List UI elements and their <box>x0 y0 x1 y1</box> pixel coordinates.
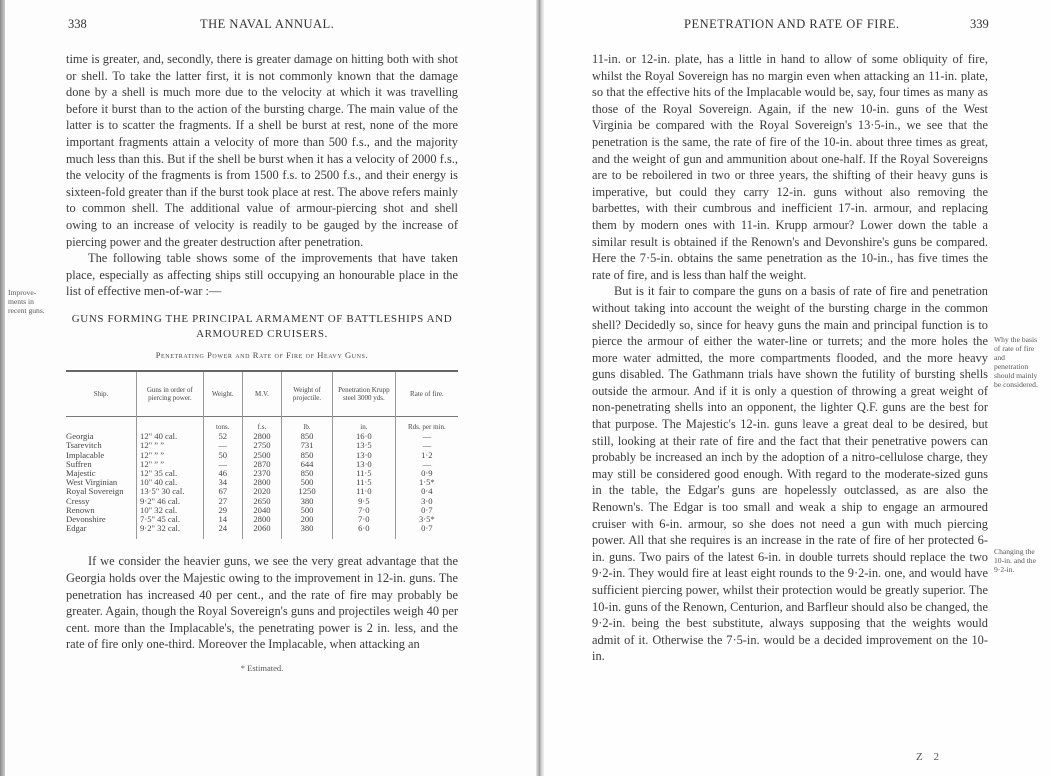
cell-mv: 2040 <box>242 506 281 515</box>
right-running-head: PENETRATION AND RATE OF FIRE. <box>684 17 900 31</box>
cell-rate: 3·0 <box>395 497 458 506</box>
cell-rate: — <box>395 460 458 469</box>
table-row <box>66 497 458 506</box>
table-row <box>66 487 458 496</box>
cell-rate: 3·5* <box>395 515 458 524</box>
table-bottom-spacer <box>66 533 458 539</box>
guns-table <box>66 370 458 539</box>
cell-penetration: 6·0 <box>333 524 396 533</box>
left-running-head: THE NAVAL ANNUAL. <box>200 17 335 31</box>
header-projectile: Weight of projectile. <box>282 371 333 417</box>
right-marginal-note-1: Why the basis of rate of fire and penetration should mainly be considered. <box>994 335 1038 389</box>
header-ship: Ship. <box>93 389 109 398</box>
left-marginal-note: Improve-ments in recent guns. <box>8 288 45 315</box>
table-row <box>66 478 458 487</box>
spacer-cell <box>395 533 458 539</box>
cell-gun: 10" 32 cal. <box>137 506 204 515</box>
signature-mark: Z 2 <box>916 751 943 763</box>
cell-gun: 12" ” ” <box>137 451 204 460</box>
table-row <box>66 515 458 524</box>
book-gutter <box>536 0 544 776</box>
cell-ship: Georgia <box>66 432 94 442</box>
cell-mv: 2370 <box>242 469 281 478</box>
cell-gun: 7·5" 45 cal. <box>137 515 204 524</box>
header-mv: M.V. <box>242 371 281 417</box>
cell-rate: 1·2 <box>395 451 458 460</box>
left-column <box>66 51 458 673</box>
cell-ship: Edgar <box>66 524 87 534</box>
cell-weight: 29 <box>203 506 242 515</box>
cell-weight: 14 <box>203 515 242 524</box>
table-row <box>66 469 458 478</box>
unit-guns <box>137 416 204 432</box>
left-body-top <box>66 51 458 300</box>
cell-projectile: 850 <box>282 469 333 478</box>
cell-mv: 2650 <box>242 497 281 506</box>
cell-mv: 2800 <box>242 478 281 487</box>
cell-mv: 2800 <box>242 515 281 524</box>
unit-projectile: lb. <box>282 416 333 432</box>
cell-penetration: 11·5 <box>333 469 396 478</box>
spacer-cell <box>333 533 396 539</box>
header-weight: Weight. <box>203 371 242 417</box>
cell-projectile: 200 <box>282 515 333 524</box>
cell-weight: — <box>203 441 242 450</box>
cell-penetration: 11·5 <box>333 478 396 487</box>
cell-projectile: 850 <box>282 451 333 460</box>
cell-projectile: 1250 <box>282 487 333 496</box>
cell-gun: 12" ” ” <box>137 460 204 469</box>
unit-mv: f.s. <box>242 416 281 432</box>
unit-rate: Rds. per min. <box>395 416 458 432</box>
header-penetration: Penetration Krupp steel 3000 yds. <box>333 371 396 417</box>
cell-rate: 0·7 <box>395 524 458 533</box>
cell-mv: 2060 <box>242 524 281 533</box>
book-left-edge <box>0 0 5 776</box>
cell-ship: Implacable <box>66 450 105 460</box>
header-guns: Guns in order of piercing power. <box>137 371 204 417</box>
cell-ship: Devonshire <box>66 514 106 524</box>
cell-rate: 0·7 <box>395 506 458 515</box>
cell-projectile: 380 <box>282 497 333 506</box>
cell-penetration: 13·5 <box>333 441 396 450</box>
cell-gun: 13·5" 30 cal. <box>137 487 204 496</box>
cell-penetration: 11·0 <box>333 487 396 496</box>
table-title-line-1: GUNS FORMING THE PRINCIPAL ARMAMENT OF BATTLESHIPS AND <box>71 312 453 325</box>
cell-gun: 10" 40 cal. <box>137 478 204 487</box>
cell-projectile: 644 <box>282 460 333 469</box>
cell-ship: Cressy <box>66 496 90 506</box>
cell-projectile: 500 <box>282 478 333 487</box>
cell-gun: 9·2" 32 cal. <box>137 524 204 533</box>
cell-gun: 12" 40 cal. <box>137 432 204 441</box>
cell-mv: 2750 <box>242 441 281 450</box>
spacer-cell <box>203 533 242 539</box>
table-row <box>66 451 458 460</box>
table-subtitle: Penetrating Power and Rate of Fire of Heavy Guns. <box>155 349 369 360</box>
right-marginal-note-2: Changing the 10-in. and the 9·2-in. <box>994 547 1036 574</box>
cell-weight: — <box>203 460 242 469</box>
left-paragraph-1: time is greater, and, secondly, there is greater damage on hitting both with shot or shell. To take the latter first, it is not commonly known that the damage done by a shell is much more due to the velocity at which it was travelling before it burst than to the action of the bursting charge. The main value of the latter is to scatter the fragments. If a shell be burst at rest, none of the more important fragments attain a velocity of more than 500 f.s., and the majority much less than this. But if the shell be burst when it has a velocity of 2000 f.s., the velocity of the fragments is from 1500 f.s. to 2500 f.s., and their energy is sixteen-fold greater than if the burst took place at rest. The above refers mainly to common shell. The additional value of armour-piercing shot and shell owing to an increase of velocity is readily to be gauged by the increase of piercing power and the greater destruction after penetration. <box>66 52 458 249</box>
units-row <box>66 416 458 432</box>
cell-projectile: 380 <box>282 524 333 533</box>
left-paragraph-2: The following table shows some of the improvements that have taken place, especially as affecting ships still occupying an honourable place in the list of effective men-of-war :— <box>66 251 458 299</box>
cell-penetration: 7·0 <box>333 506 396 515</box>
cell-projectile: 850 <box>282 432 333 441</box>
cell-gun: 12" ” ” <box>137 441 204 450</box>
cell-mv: 2500 <box>242 451 281 460</box>
cell-penetration: 13·0 <box>333 451 396 460</box>
header-rate: Rate of fire. <box>395 371 458 417</box>
cell-ship: Suffren <box>66 459 92 469</box>
right-page-number: 339 <box>970 17 989 31</box>
left-page-number: 338 <box>68 17 87 31</box>
unit-ship <box>66 416 137 432</box>
cell-ship: Renown <box>66 505 95 515</box>
cell-weight: 67 <box>203 487 242 496</box>
spacer-cell <box>66 533 137 539</box>
cell-ship: West Virginian <box>66 478 118 488</box>
spacer-cell <box>242 533 281 539</box>
cell-weight: 27 <box>203 497 242 506</box>
table-row <box>66 432 458 441</box>
spacer-cell <box>282 533 333 539</box>
cell-ship: Tsarevitch <box>66 441 102 451</box>
unit-penetration: in. <box>333 416 396 432</box>
cell-penetration: 16·0 <box>333 432 396 441</box>
cell-weight: 50 <box>203 451 242 460</box>
cell-penetration: 9·5 <box>333 497 396 506</box>
left-paragraph-3: If we consider the heavier guns, we see the very great advantage that the Georgia holds over the Majestic owing to the improvement in 12-in. guns. The penetration has increased 40 per cent., and the rate of fire may probably be greater. Again, though the Royal Sovereign's guns and projectiles weigh 40 per cent. more than the Implacable's, the penetrating power is 2 in. less, and the rate of fire only one-third. Moreover the Implacable, when attacking an <box>66 554 458 652</box>
cell-projectile: 731 <box>282 441 333 450</box>
cell-mv: 2870 <box>242 460 281 469</box>
cell-weight: 34 <box>203 478 242 487</box>
table-title-line-2: ARMOURED CRUISERS. <box>196 327 328 340</box>
cell-rate: 1·5* <box>395 478 458 487</box>
cell-penetration: 7·0 <box>333 515 396 524</box>
right-paragraph-1: 11-in. or 12-in. plate, has a little in hand to allow of some obliquity of fire, whilst the Royal Sovereign has no margin even when attacking an 11-in. plate, so that the effective hits of the Implacable would be, say, four times as many as those of the Royal Sovereign. Again, if the new 10-in. guns of the West Virginia be compared with the Royal Sovereign's 13·5-in., we see that the penetration is the same, the rate of fire of the 10-in. about three times as great, and the weight of gun and ammunition about one-half. If the Royal Sovereigns are to be reboilered in two or three years, the shifting of their heavy guns is imperative, but could they carry 12-in. guns without also removing the barbettes, with their cumbrous and inefficient 17-in. armour, and replacing them by modern ones with 11-in. Krupp armour? Lower down the table a similar result is obtained if the Renown's and Devonshire's guns be compared. Here the 7·5-in. obtains the same penetration as the 10-in., has five times the rate of fire, and is less than half the weight. <box>592 52 988 282</box>
cell-rate: 0·9 <box>395 469 458 478</box>
unit-weight: tons. <box>203 416 242 432</box>
table-row <box>66 506 458 515</box>
cell-ship: Royal Sovereign <box>66 487 124 497</box>
left-body-bottom <box>66 553 458 653</box>
cell-mv: 2020 <box>242 487 281 496</box>
right-paragraph-2: But is it fair to compare the guns on a basis of rate of fire and penetration without taking into account the weight of the bursting charge in the common shell? Decidedly so, since for heavy guns the main and principal function is to pierce the armour of either the water-line or turrets; and the more holes the more water admitted, the more compartments flooded, and the more heavy guns disabled. The Gathmann trials have shown the futility of bursting shells outside the armour. And if it is only a question of throwing a great weight of non-penetrating shells into an opponent, the lighter Q.F. guns are the best for that purpose. The Majestic's 12-in. guns leave a great deal to be desired, but still, looking at their rate of fire and the fact that their penetrative powers can probably be increased an inch by the adoption of a nitro-cellulose charge, they may still be considered good enough. With regard to the moderate-sized guns in the table, the Edgar's guns are hopelessly outclassed, as are also the Renown's. The Edgar is too small and weak a ship to engage an armoured cruiser with 6-in. armour, so she does not need a gun with much piercing power. All that she requires is an increase in the rate of fire of her protected 6-in. guns. Two pairs of the latest 6-in. in double turrets should replace the two 9·2-in. They would fire at least eight rounds to the 9·2-in. one, and would have sufficient piercing power, whilst their protection would be greatly superior. The 10-in. guns of the Renown, Centurion, and Barfleur should also be changed, the 9·2-in. being the best substitute, always supposing that the weights would admit of it. Otherwise the 7·5-in. would be a decided improvement on the 10-in. <box>592 284 988 664</box>
cell-gun: 9·2" 46 cal. <box>137 497 204 506</box>
cell-gun: 12" 35 cal. <box>137 469 204 478</box>
table-row <box>66 524 458 533</box>
cell-weight: 52 <box>203 432 242 441</box>
table-body <box>66 416 458 539</box>
table-row <box>66 441 458 450</box>
cell-ship: Majestic <box>66 468 96 478</box>
cell-weight: 46 <box>203 469 242 478</box>
cell-rate: 0·4 <box>395 487 458 496</box>
footnote-estimated: * Estimated. <box>240 662 284 673</box>
table-row <box>66 460 458 469</box>
cell-projectile: 500 <box>282 506 333 515</box>
spacer-cell <box>137 533 204 539</box>
table-title <box>66 312 458 342</box>
right-body <box>592 51 988 665</box>
cell-rate: — <box>395 432 458 441</box>
cell-weight: 24 <box>203 524 242 533</box>
cell-penetration: 13·0 <box>333 460 396 469</box>
cell-rate: — <box>395 441 458 450</box>
table-header-row <box>66 371 458 417</box>
cell-mv: 2800 <box>242 432 281 441</box>
